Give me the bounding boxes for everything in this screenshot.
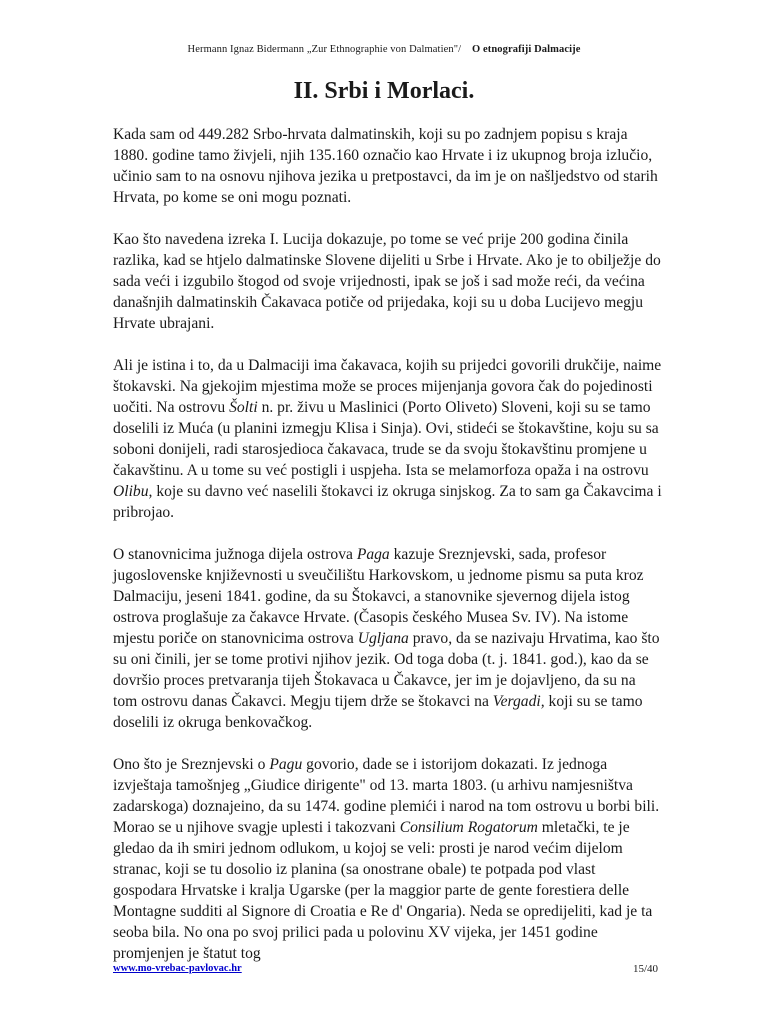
paragraph — [113, 754, 663, 964]
paragraph-text: mletački, te je gledao da ih smiri jednom odlukom, u kojoj se veli: prosti je narod većim dijelom stranac, koji se tu dosolio iz planina (sa onostrane obale) te potpada pod vlast gospodara Hrvatske i kralja Ugarske (per la maggior parte de gente forestiera delle Montagne sudditi al Signore di Croatia e Re d' Ongaria). Neda se opredijeliti, kad je ta seoba bila. No ona po svoj prilici pada u polovinu XV vijeka, jer 1451 godine promjenjen je štatut tog — [113, 819, 653, 962]
paragraph-text: pravo, da se nazivaju Hrvatima, kao što su oni činili, jer se tome protivi njihov jezik. Od toga doba (t. j. 1841. god.), kao da se dovršio proces pretvaranja tijeh Štokavaca u Čakavce, jer im je dojavljeno, da su na tom ostrovu danas Čakavci. Megju tijem drže se štokavci na — [113, 630, 660, 710]
header-author-work: Hermann Ignaz Bidermann „Zur Ethnographie von Dalmatien"/ — [187, 44, 462, 55]
paragraph — [113, 355, 663, 523]
footer-website-link[interactable]: www.mo-vrebac-pavlovac.hr — [113, 963, 242, 974]
paragraph-text: Ali je istina i to, da u Dalmaciji ima čakavaca, kojih su prijedci govorili drukčije, naime štokavski. Na gjekojim mjestima može se proces mijenjanja govora čak do pojedinosti uočiti. Na ostrovu — [113, 357, 662, 416]
italic-term: Paga — [356, 546, 390, 563]
italic-term: Vergadi, — [492, 693, 545, 710]
page-number: 15/40 — [632, 963, 658, 975]
chapter-title: II. Srbi i Morlaci. — [293, 78, 475, 104]
paragraph-text: Kada sam od 449.282 Srbo-hrvata dalmatinskih, koji su po zadnjem popisu s kraja 1880. godine tamo živjeli, njih 135.160 označio kao Hrvate i iz ukupnog broja izlučio, učinio sam to na osnovu njihova jezika u pretpostavci, da im je on našljedstvo od starih Hrvata, po kome se oni mogu poznati. — [113, 126, 658, 206]
paragraph-text: n. pr. živu u Maslinici (Porto Oliveto) Sloveni, koji su se tamo doselili iz Muća (u planini izmegju Klisa i Sinja). Ovi, stideći se štokavštine, koju su sa soboni donijeli, radi starosjedioca čakavaca, trude se da svoju štokavštinu promjene u čakavštinu. A u tome su već postigli i uspjeha. Ista se melamorfoza opaža i na ostrovu — [113, 399, 659, 479]
paragraph-text: O stanovnicima južnoga dijela ostrova — [113, 546, 357, 563]
body-text — [113, 124, 663, 985]
paragraph-text: govorio, dade se i istorijom dokazati. Iz jednoga izvještaja tamošnjeg „Giudice dirigente" od 13. marta 1803. (u arhivu namjesništva zadarskoga) doznajeino, da su 1474. godine plemići i narod na tom ostrovu u borbi bili. Morao se u njihove svagje uplesti i takozvani — [113, 756, 660, 836]
italic-term: Pagu — [269, 756, 303, 773]
paragraph — [113, 229, 663, 334]
paragraph-text: koje su davno već naselili štokavci iz okruga sinjskog. Za to sam ga Čakavcima i pribrojao. — [113, 483, 662, 521]
paragraph — [113, 124, 663, 208]
italic-term: Consilium Rogatorum — [399, 819, 538, 836]
italic-term: Šolti — [229, 399, 258, 416]
italic-term: Ugljana — [357, 630, 409, 647]
paragraph-text: Kao što navedena izreka I. Lucija dokazuje, po tome se već prije 200 godina činila razlika, kad se htjelo dalmatinske Slovene dijeliti u Srbe i Hrvate. Ako je to obilježje do sada veći i izgubilo štogod od svoje vrijednosti, ipak se još i sad može reći, da većina današnjih dalmatinskih Čakavaca potiče od prijedaka, koji su u doba Lucijevo megju Hrvate ubrajani. — [113, 231, 661, 332]
paragraph-text: Ono što je Sreznjevski o — [113, 756, 270, 773]
header-translation-title: O etnografiji Dalmacije — [472, 44, 581, 55]
paragraph-text: kazuje Sreznjevski, sada, profesor jugoslovenske književnosti u sveučilištu Harkovskom, u jednome pismu sa puta kroz Dalmaciju, jeseni 1841. godine, da su Štokavci, a stanovnike sjevernog dijela istog ostrova proglašuje za čakavce Hrvate. (Časopis českého Musea Sv. IV). Na istome mjestu poriče on stanovnicima ostrova — [113, 546, 644, 647]
running-header — [0, 44, 768, 55]
paragraph-text: koji su se tamo doselili iz okruga benkovačkog. — [113, 693, 643, 731]
italic-term: Olibu, — [113, 483, 153, 500]
paragraph — [113, 544, 663, 733]
